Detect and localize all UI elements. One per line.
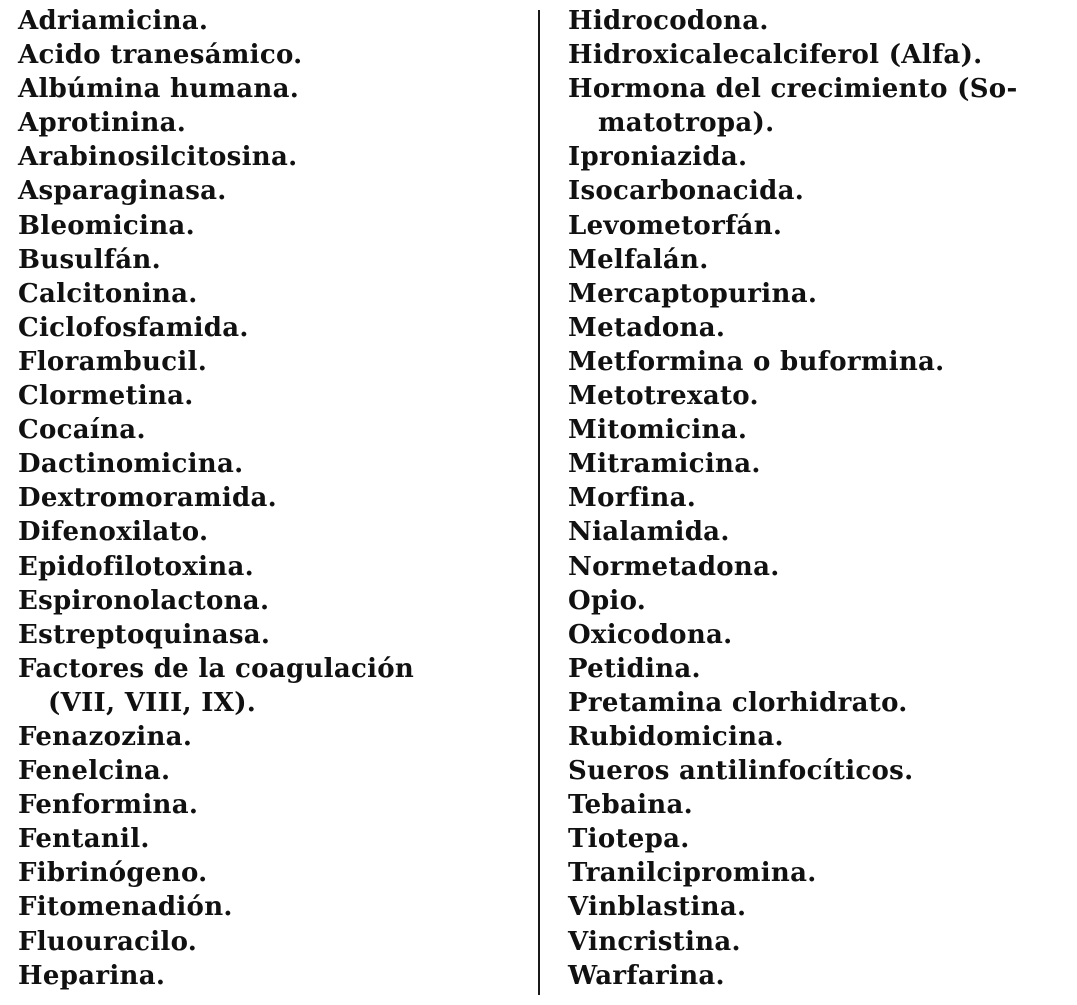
entry-text: Sueros antilinfocíticos. xyxy=(568,756,914,787)
list-item xyxy=(18,311,523,345)
list-item xyxy=(568,447,1068,481)
list-item xyxy=(18,720,523,754)
entry-text: Fentanil. xyxy=(18,824,150,855)
list-item xyxy=(568,209,1068,243)
entry-text: Asparaginasa. xyxy=(18,176,227,207)
list-item xyxy=(18,584,523,618)
list-item xyxy=(18,550,523,584)
entry-text: Metadona. xyxy=(568,312,726,343)
list-item xyxy=(568,584,1068,618)
list-item xyxy=(18,890,523,924)
entry-text: Espironolactona. xyxy=(18,585,270,616)
list-item xyxy=(18,345,523,379)
list-item xyxy=(18,925,523,959)
list-item xyxy=(18,379,523,413)
entry-text: Tiotepa. xyxy=(568,824,690,855)
entry-text: Adriamicina. xyxy=(18,6,209,36)
entry-text: Fitomenadión. xyxy=(18,892,233,923)
list-item xyxy=(18,413,523,447)
entry-continuation: matotropa). xyxy=(598,108,775,139)
list-item xyxy=(568,618,1068,652)
entry-text: Warfarina. xyxy=(568,960,725,991)
list-item xyxy=(18,447,523,481)
list-item xyxy=(568,515,1068,549)
entry-text: Vincristina. xyxy=(568,926,741,957)
entry-text: Pretamina clorhidrato. xyxy=(568,687,908,718)
list-item xyxy=(18,481,523,515)
entry-text: Busulfán. xyxy=(18,244,161,275)
entry-text: Tebaina. xyxy=(568,790,694,821)
entry-text: Ciclofosfamida. xyxy=(18,312,249,343)
list-item xyxy=(18,652,523,720)
list-item xyxy=(18,38,523,72)
entry-text: Bleomicina. xyxy=(18,210,195,241)
entry-text: Opio. xyxy=(568,585,647,616)
list-item xyxy=(18,788,523,822)
entry-text: Mercaptopurina. xyxy=(568,278,818,309)
list-item xyxy=(568,822,1068,856)
entry-text: Arabinosilcitosina. xyxy=(18,142,298,173)
list-item xyxy=(568,481,1068,515)
entry-text: Aprotinina. xyxy=(18,108,187,139)
entry-text: Metformina o buformina. xyxy=(568,346,945,377)
entry-text: Fenformina. xyxy=(18,790,199,821)
entry-text: Levometorfán. xyxy=(568,210,783,241)
entry-text: Nialamida. xyxy=(568,517,730,548)
list-item xyxy=(568,959,1068,993)
entry-text: Fenelcina. xyxy=(18,756,171,787)
entry-text: Albúmina humana. xyxy=(18,74,300,105)
list-item xyxy=(568,4,1068,38)
list-item xyxy=(568,720,1068,754)
entry-text: Normetadona. xyxy=(568,551,780,582)
list-item xyxy=(568,379,1068,413)
list-item xyxy=(568,413,1068,447)
list-item xyxy=(568,243,1068,277)
entry-text: Rubidomicina. xyxy=(568,721,784,752)
entry-text: Cocaína. xyxy=(18,415,146,446)
list-item xyxy=(568,72,1068,140)
list-item xyxy=(568,652,1068,686)
entry-text: Dextromoramida. xyxy=(18,483,278,514)
entry-text: Heparina. xyxy=(18,960,166,991)
entry-text: Mitomicina. xyxy=(568,415,748,446)
list-item xyxy=(568,686,1068,720)
list-item xyxy=(568,174,1068,208)
list-item xyxy=(18,515,523,549)
entry-text: Tranilcipromina. xyxy=(568,858,817,889)
list-item xyxy=(568,890,1068,924)
list-item xyxy=(568,38,1068,72)
list-item xyxy=(18,106,523,140)
entry-text: Hidroxicalecalciferol (Alfa). xyxy=(568,40,983,71)
list-item xyxy=(18,243,523,277)
entry-text: Difenoxilato. xyxy=(18,517,209,548)
entry-text: Fibrinógeno. xyxy=(18,858,208,889)
entry-text: Epidofilotoxina. xyxy=(18,551,255,582)
list-item xyxy=(568,550,1068,584)
list-item xyxy=(568,277,1068,311)
entry-text: Fenazozina. xyxy=(18,721,193,752)
list-item xyxy=(18,209,523,243)
entry-text: Isocarbonacida. xyxy=(568,176,805,207)
entry-text: Vinblastina. xyxy=(568,892,747,923)
entry-text: Hormona del crecimiento (So- xyxy=(568,74,1018,105)
entry-text: Melfalán. xyxy=(568,244,709,275)
entry-text: Fluouracilo. xyxy=(18,926,198,957)
list-item xyxy=(568,345,1068,379)
list-item xyxy=(18,754,523,788)
entry-text: Metotrexato. xyxy=(568,381,759,412)
list-item xyxy=(18,959,523,993)
entry-text: Estreptoquinasa. xyxy=(18,619,271,650)
column-divider xyxy=(538,10,540,995)
left-column-list xyxy=(18,4,523,993)
entry-text: Dactinomicina. xyxy=(18,449,244,480)
list-item xyxy=(18,140,523,174)
list-item xyxy=(18,72,523,106)
list-item xyxy=(18,618,523,652)
entry-text: Florambucil. xyxy=(18,346,208,377)
entry-text: Mitramicina. xyxy=(568,449,761,480)
entry-text: Oxicodona. xyxy=(568,619,733,650)
entry-text: Petidina. xyxy=(568,653,701,684)
right-column-list xyxy=(568,4,1068,993)
list-item xyxy=(18,822,523,856)
list-item xyxy=(18,856,523,890)
list-item xyxy=(18,174,523,208)
list-item xyxy=(568,788,1068,822)
entry-continuation: (VII, VIII, IX). xyxy=(48,687,257,718)
entry-text: Acido tranesámico. xyxy=(18,40,303,71)
list-item xyxy=(568,754,1068,788)
entry-text: Iproniazida. xyxy=(568,142,748,173)
entry-text: Morfina. xyxy=(568,483,697,514)
entry-text: Clormetina. xyxy=(18,381,194,412)
list-item xyxy=(18,277,523,311)
list-item xyxy=(568,925,1068,959)
list-item xyxy=(568,311,1068,345)
list-item xyxy=(568,140,1068,174)
list-item xyxy=(568,856,1068,890)
entry-text: Calcitonina. xyxy=(18,278,198,309)
entry-text: Hidrocodona. xyxy=(568,6,769,36)
list-item xyxy=(18,4,523,38)
entry-text: Factores de la coagulación xyxy=(18,653,415,684)
